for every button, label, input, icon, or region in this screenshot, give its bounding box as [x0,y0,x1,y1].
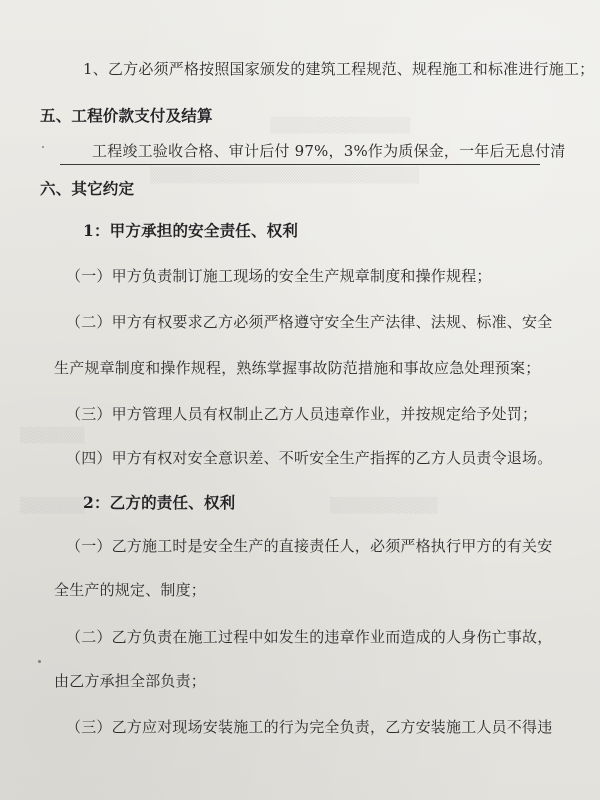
paper-speck [38,660,41,663]
bleed-through-text: ▒▒▒▒▒▒▒▒▒▒ [330,498,438,514]
subsection-1-heading: 1：甲方承担的安全责任、权利 [83,221,299,240]
item-b3-line1: （三）乙方应对现场安装施工的行为完全负责，乙方安装施工人员不得违 [66,718,553,736]
item-a2-line2: 生产规章制度和操作规程，熟练掌握事故防范措施和事故应急处理预案； [54,359,541,377]
section-5-heading: 五、工程价款支付及结算 [40,106,213,125]
section-5-text: 工程竣工验收合格、审计后付 97%，3%作为质保金，一年后无息付清 [60,140,540,165]
item-a2-line1: （二）甲方有权要求乙方必须严格遵守安全生产法律、法规、标准、安全 [66,313,553,331]
subsection-2-heading: 2：乙方的责任、权利 [83,493,236,512]
bleed-through-text: ▒▒▒▒▒▒▒▒▒▒▒▒▒▒▒▒▒▒▒▒▒▒▒▒▒ [150,168,420,184]
item-b1-line2: 全生产的规定、制度； [54,581,207,599]
item-b2-line2: 由乙方承担全部负责； [54,672,207,690]
bleed-through-text: ▒▒▒▒▒▒ [20,498,85,514]
bleed-through-text: ▒▒▒▒▒▒ [20,428,85,444]
item-a3: （三）甲方管理人员有权制止乙方人员违章作业，并按规定给予处罚； [66,405,538,423]
section-6-heading: 六、其它约定 [40,179,135,198]
item-a4: （四）甲方有权对安全意识差、不听安全生产指挥的乙方人员责令退场。 [66,449,553,467]
item-b1-line1: （一）乙方施工时是安全生产的直接责任人，必须严格执行甲方的有关安 [66,537,553,555]
paper-speck [42,146,44,148]
clause-1: 1、乙方必须严格按照国家颁发的建筑工程规范、规程施工和标准进行施工； [83,60,595,78]
item-b2-line1: （二）乙方负责在施工过程中如发生的违章作业而造成的人身伤亡事故， [66,628,553,646]
bleed-through-text: ▒▒▒▒▒▒▒▒▒▒▒▒▒ [270,118,410,134]
item-a1: （一）甲方负责制订施工现场的安全生产规章制度和操作规程； [66,267,492,285]
